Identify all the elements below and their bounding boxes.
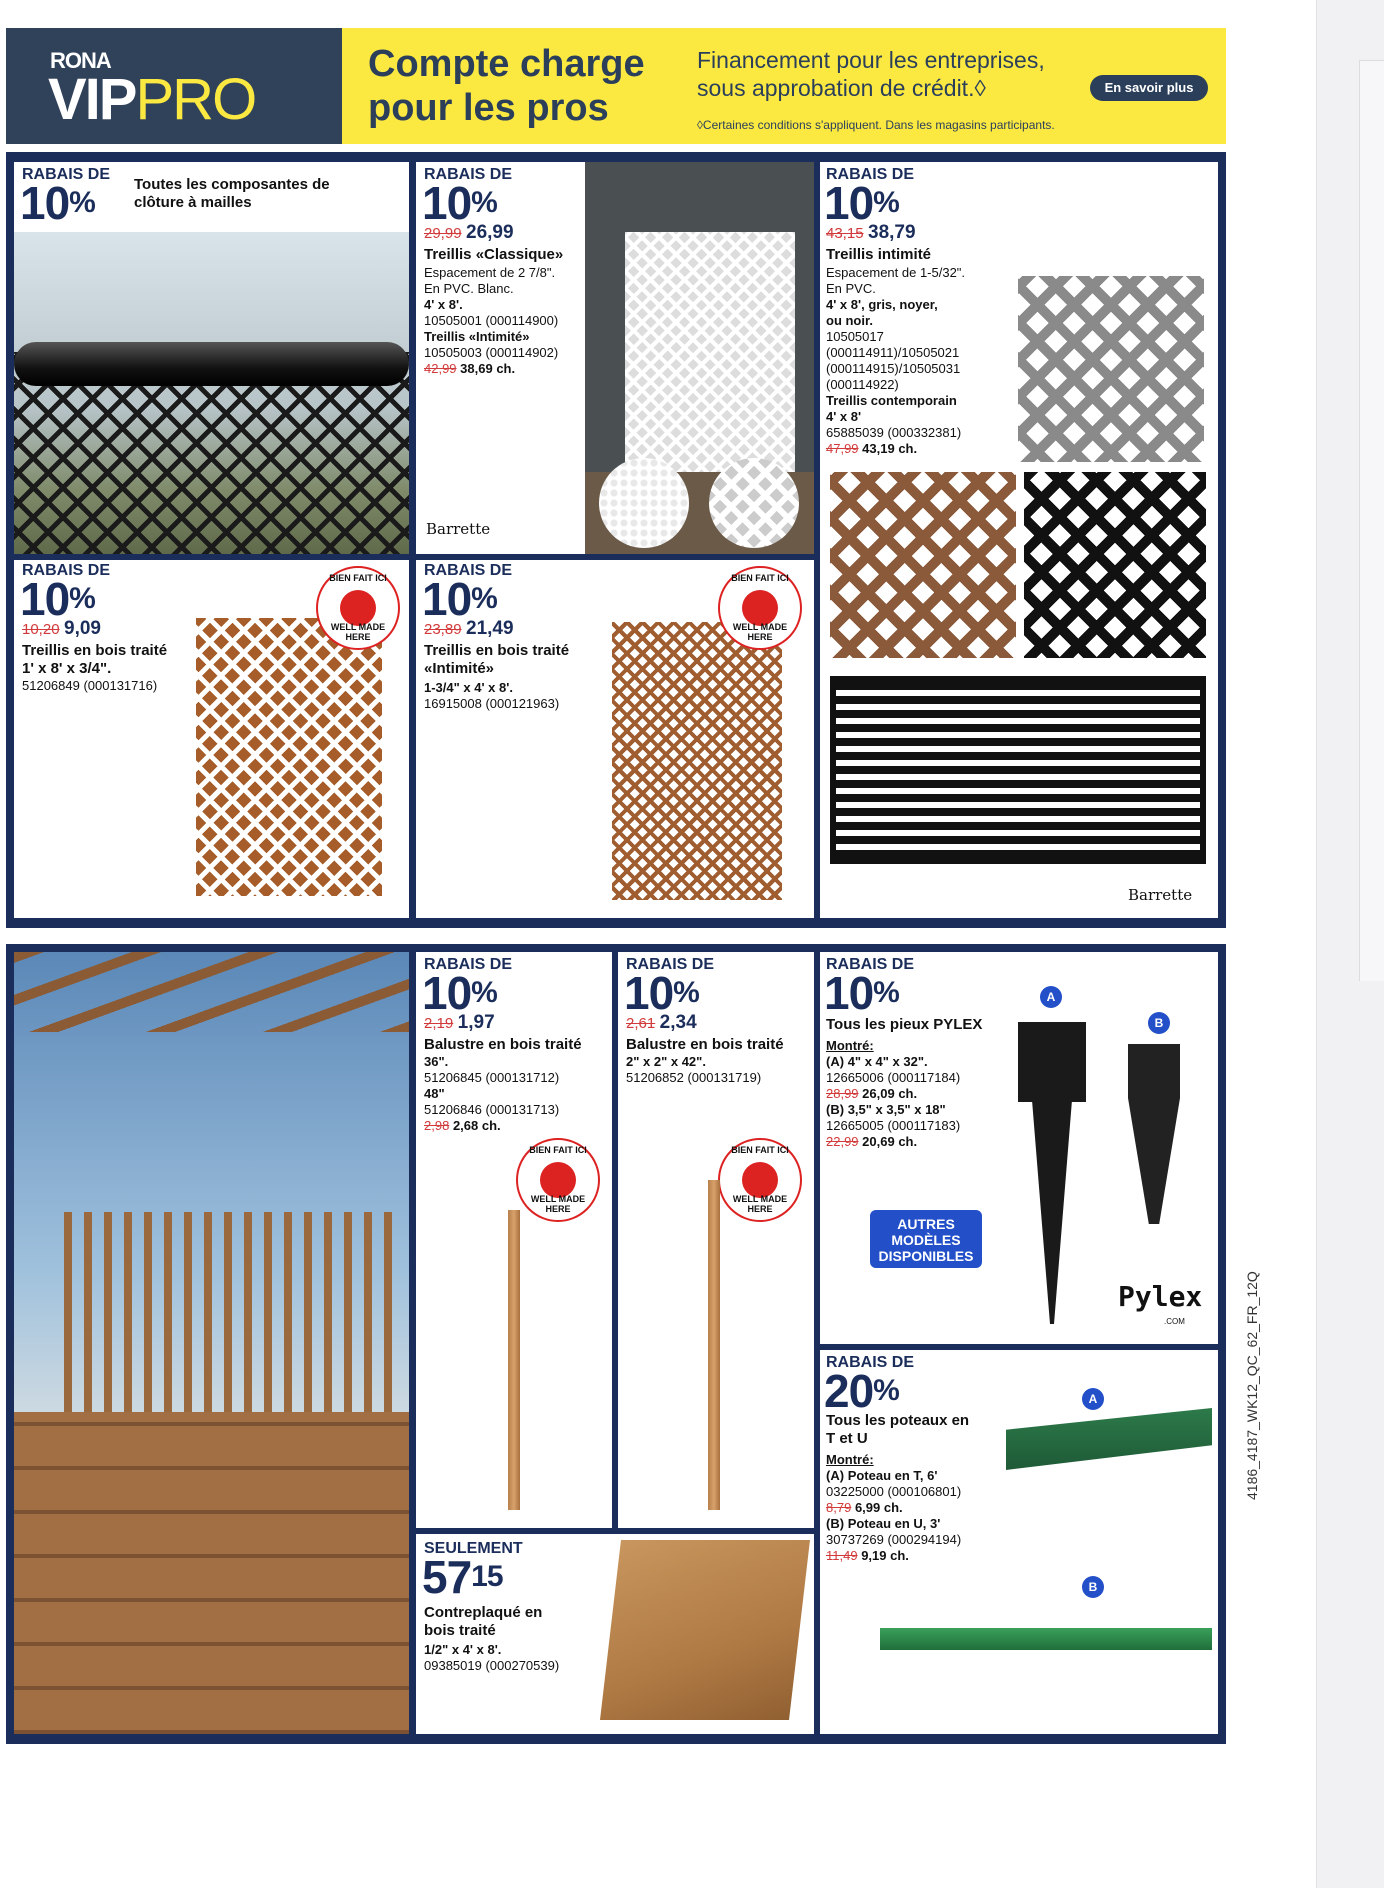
product-title: Balustre en bois traité — [626, 1036, 784, 1053]
discount-label: RABAIS DE — [424, 956, 513, 973]
pro-text: PRO — [135, 67, 256, 132]
discount-label: RABAIS DE — [424, 562, 513, 579]
vippro-logo — [48, 66, 255, 133]
product-details: Espacement de 1-5/32". En PVC. 4' x 8', gris, noyer, ou noir. 10505017 (000114911)/10505021 (000114915)/10505031 (000114922) Treillis contemporain 4' x 8' 65885039 (000332381) 47,99 43,19 ch. — [826, 265, 966, 456]
price-line: 43,15 38,79 — [826, 222, 916, 243]
label-a-badge: A — [1082, 1388, 1104, 1410]
discount-percent: 10% — [422, 177, 497, 229]
discount-label: RABAIS DE — [424, 166, 513, 183]
fence-rail — [14, 342, 409, 386]
label-b-badge: B — [1148, 1012, 1170, 1034]
discount-percent: 20% — [824, 1365, 899, 1417]
discount-percent: 10% — [824, 177, 899, 229]
banner-headline — [368, 42, 645, 130]
barrette-logo: Barrette — [1128, 886, 1193, 904]
product-details: Espacement de 2 7/8". En PVC. Blanc. 4' x 8'. 10505001 (000114900) Treillis «Intimité» 10505003 (000114902) 42,99 38,69 ch. — [424, 265, 559, 376]
discount-percent: 10% — [20, 573, 95, 625]
discount-percent: 10% — [824, 967, 899, 1019]
product-details: 1-3/4" x 4' x 8'. 16915008 (000121963) — [424, 680, 560, 711]
product-title: Contreplaqué en bois traité — [424, 1604, 543, 1639]
product-title: Treillis intimité — [826, 246, 932, 263]
pylex-stake-a-head — [1018, 1022, 1086, 1102]
product-sku: 51206849 (000131716) — [22, 678, 158, 693]
rona-logo: RONA — [50, 48, 111, 73]
label-b-badge: B — [1082, 1576, 1104, 1598]
product-title: Treillis «Classique» — [424, 246, 564, 263]
only-label: SEULEMENT — [424, 1540, 523, 1557]
price-line: 10,20 9,09 — [22, 618, 101, 639]
made-here-seal: BIEN FAIT ICI WELL MADE HERE — [718, 566, 802, 650]
financing-line1: Financement pour les entreprises, — [697, 47, 1045, 73]
price-big: $57^{15}$ — [422, 1551, 503, 1603]
product-title: Treillis en bois traité «Intimité» — [424, 642, 570, 677]
baluster-image — [708, 1180, 720, 1510]
deck-stairs — [14, 1412, 409, 1734]
made-here-seal: BIEN FAIT ICI WELL MADE HERE — [718, 1138, 802, 1222]
product-title: Balustre en bois traité — [424, 1036, 582, 1053]
discount-label: RABAIS DE — [826, 166, 915, 183]
classic-lattice-swatch — [599, 458, 689, 548]
price-line: 2,61 2,34 — [626, 1012, 697, 1033]
wood-deck-image — [14, 952, 409, 1734]
wood-lattice-image — [196, 618, 382, 896]
product-title: Treillis en bois traité 1' x 8' x 3/4". — [22, 642, 168, 677]
discount-percent: 10% — [422, 573, 497, 625]
discount-label: RABAIS DE — [22, 562, 111, 579]
financing-line2: sous approbation de crédit.◊ — [697, 75, 986, 101]
discount-label: RABAIS DE — [826, 956, 915, 973]
discount-label: RABAIS DE — [22, 166, 111, 183]
scrollbar-thumb[interactable] — [1359, 60, 1384, 981]
product-details: Montré: (A) Poteau en T, 6' 03225000 (000106801) 8,79 6,99 ch. (B) Poteau en U, 3' 30737269 (000294194) 11,49 9,19 ch. — [826, 1452, 962, 1563]
price-line: 29,99 26,99 — [424, 222, 514, 243]
contemporary-lattice-swatch — [830, 676, 1206, 864]
wood-privacy-lattice-image — [612, 622, 782, 900]
price-line: 23,89 21,49 — [424, 618, 514, 639]
barrette-logo: Barrette — [426, 520, 491, 538]
learn-more-button[interactable]: En savoir plus — [1090, 75, 1208, 101]
catalog-code: 4186_4187_WK12_QC_62_FR_12Q — [1244, 1271, 1260, 1500]
headline-line2: pour les pros — [368, 87, 609, 129]
conditions-note: ◊Certaines conditions s'appliquent. Dans les magasins participants. — [697, 118, 1055, 132]
label-a-badge: A — [1040, 986, 1062, 1008]
discount-percent: 10% — [624, 967, 699, 1019]
price-line: 2,19 1,97 — [424, 1012, 495, 1033]
made-here-seal: BIEN FAIT ICI WELL MADE HERE — [516, 1138, 600, 1222]
vip-text: VIP — [48, 67, 136, 132]
plywood-image — [600, 1540, 810, 1720]
product-title: Tous les poteaux en T et U — [826, 1412, 970, 1447]
discount-label: RABAIS DE — [626, 956, 715, 973]
black-lattice-swatch — [1024, 472, 1206, 658]
scrollbar[interactable] — [1316, 0, 1384, 1888]
other-models-badge: AUTRES MODÈLES DISPONIBLES — [870, 1210, 982, 1268]
financing-text — [697, 46, 1045, 102]
made-here-seal: BIEN FAIT ICI WELL MADE HERE — [316, 566, 400, 650]
discount-percent: 10% — [20, 177, 95, 229]
pergola-beams — [14, 952, 409, 1032]
patio-lattice-image — [585, 162, 814, 554]
gray-lattice-swatch — [1018, 276, 1204, 462]
privacy-lattice-swatch — [709, 458, 799, 548]
walnut-lattice-swatch — [830, 472, 1016, 658]
product-details: 2" x 2" x 42". 51206852 (000131719) — [626, 1054, 762, 1085]
product-details: Montré: (A) 4" x 4" x 32". 12665006 (000117184) 28,99 26,09 ch. (B) 3,5" x 3,5" x 18" 12665005 (000117183) 22,99 20,69 ch. — [826, 1038, 961, 1149]
u-post-image — [880, 1628, 1212, 1650]
baluster-image — [508, 1210, 520, 1510]
discount-label: RABAIS DE — [826, 1354, 915, 1371]
product-title: Tous les pieux PYLEX — [826, 1016, 983, 1033]
white-lattice-panel — [625, 232, 795, 472]
pylex-logo: Pylex — [1118, 1280, 1203, 1313]
chainlink-fence-image — [14, 232, 409, 554]
product-title: Toutes les composantes de clôture à mailles — [134, 176, 330, 211]
product-details: 36". 51206845 (000131712) 48" 51206846 (000131713) 2,98 2,68 ch. — [424, 1054, 560, 1133]
discount-percent: 10% — [422, 967, 497, 1019]
product-details: 1/2" x 4' x 8'. 09385019 (000270539) — [424, 1642, 560, 1673]
headline-line1: Compte charge — [368, 43, 645, 85]
pylex-logo-sub: .COM — [1164, 1317, 1185, 1326]
